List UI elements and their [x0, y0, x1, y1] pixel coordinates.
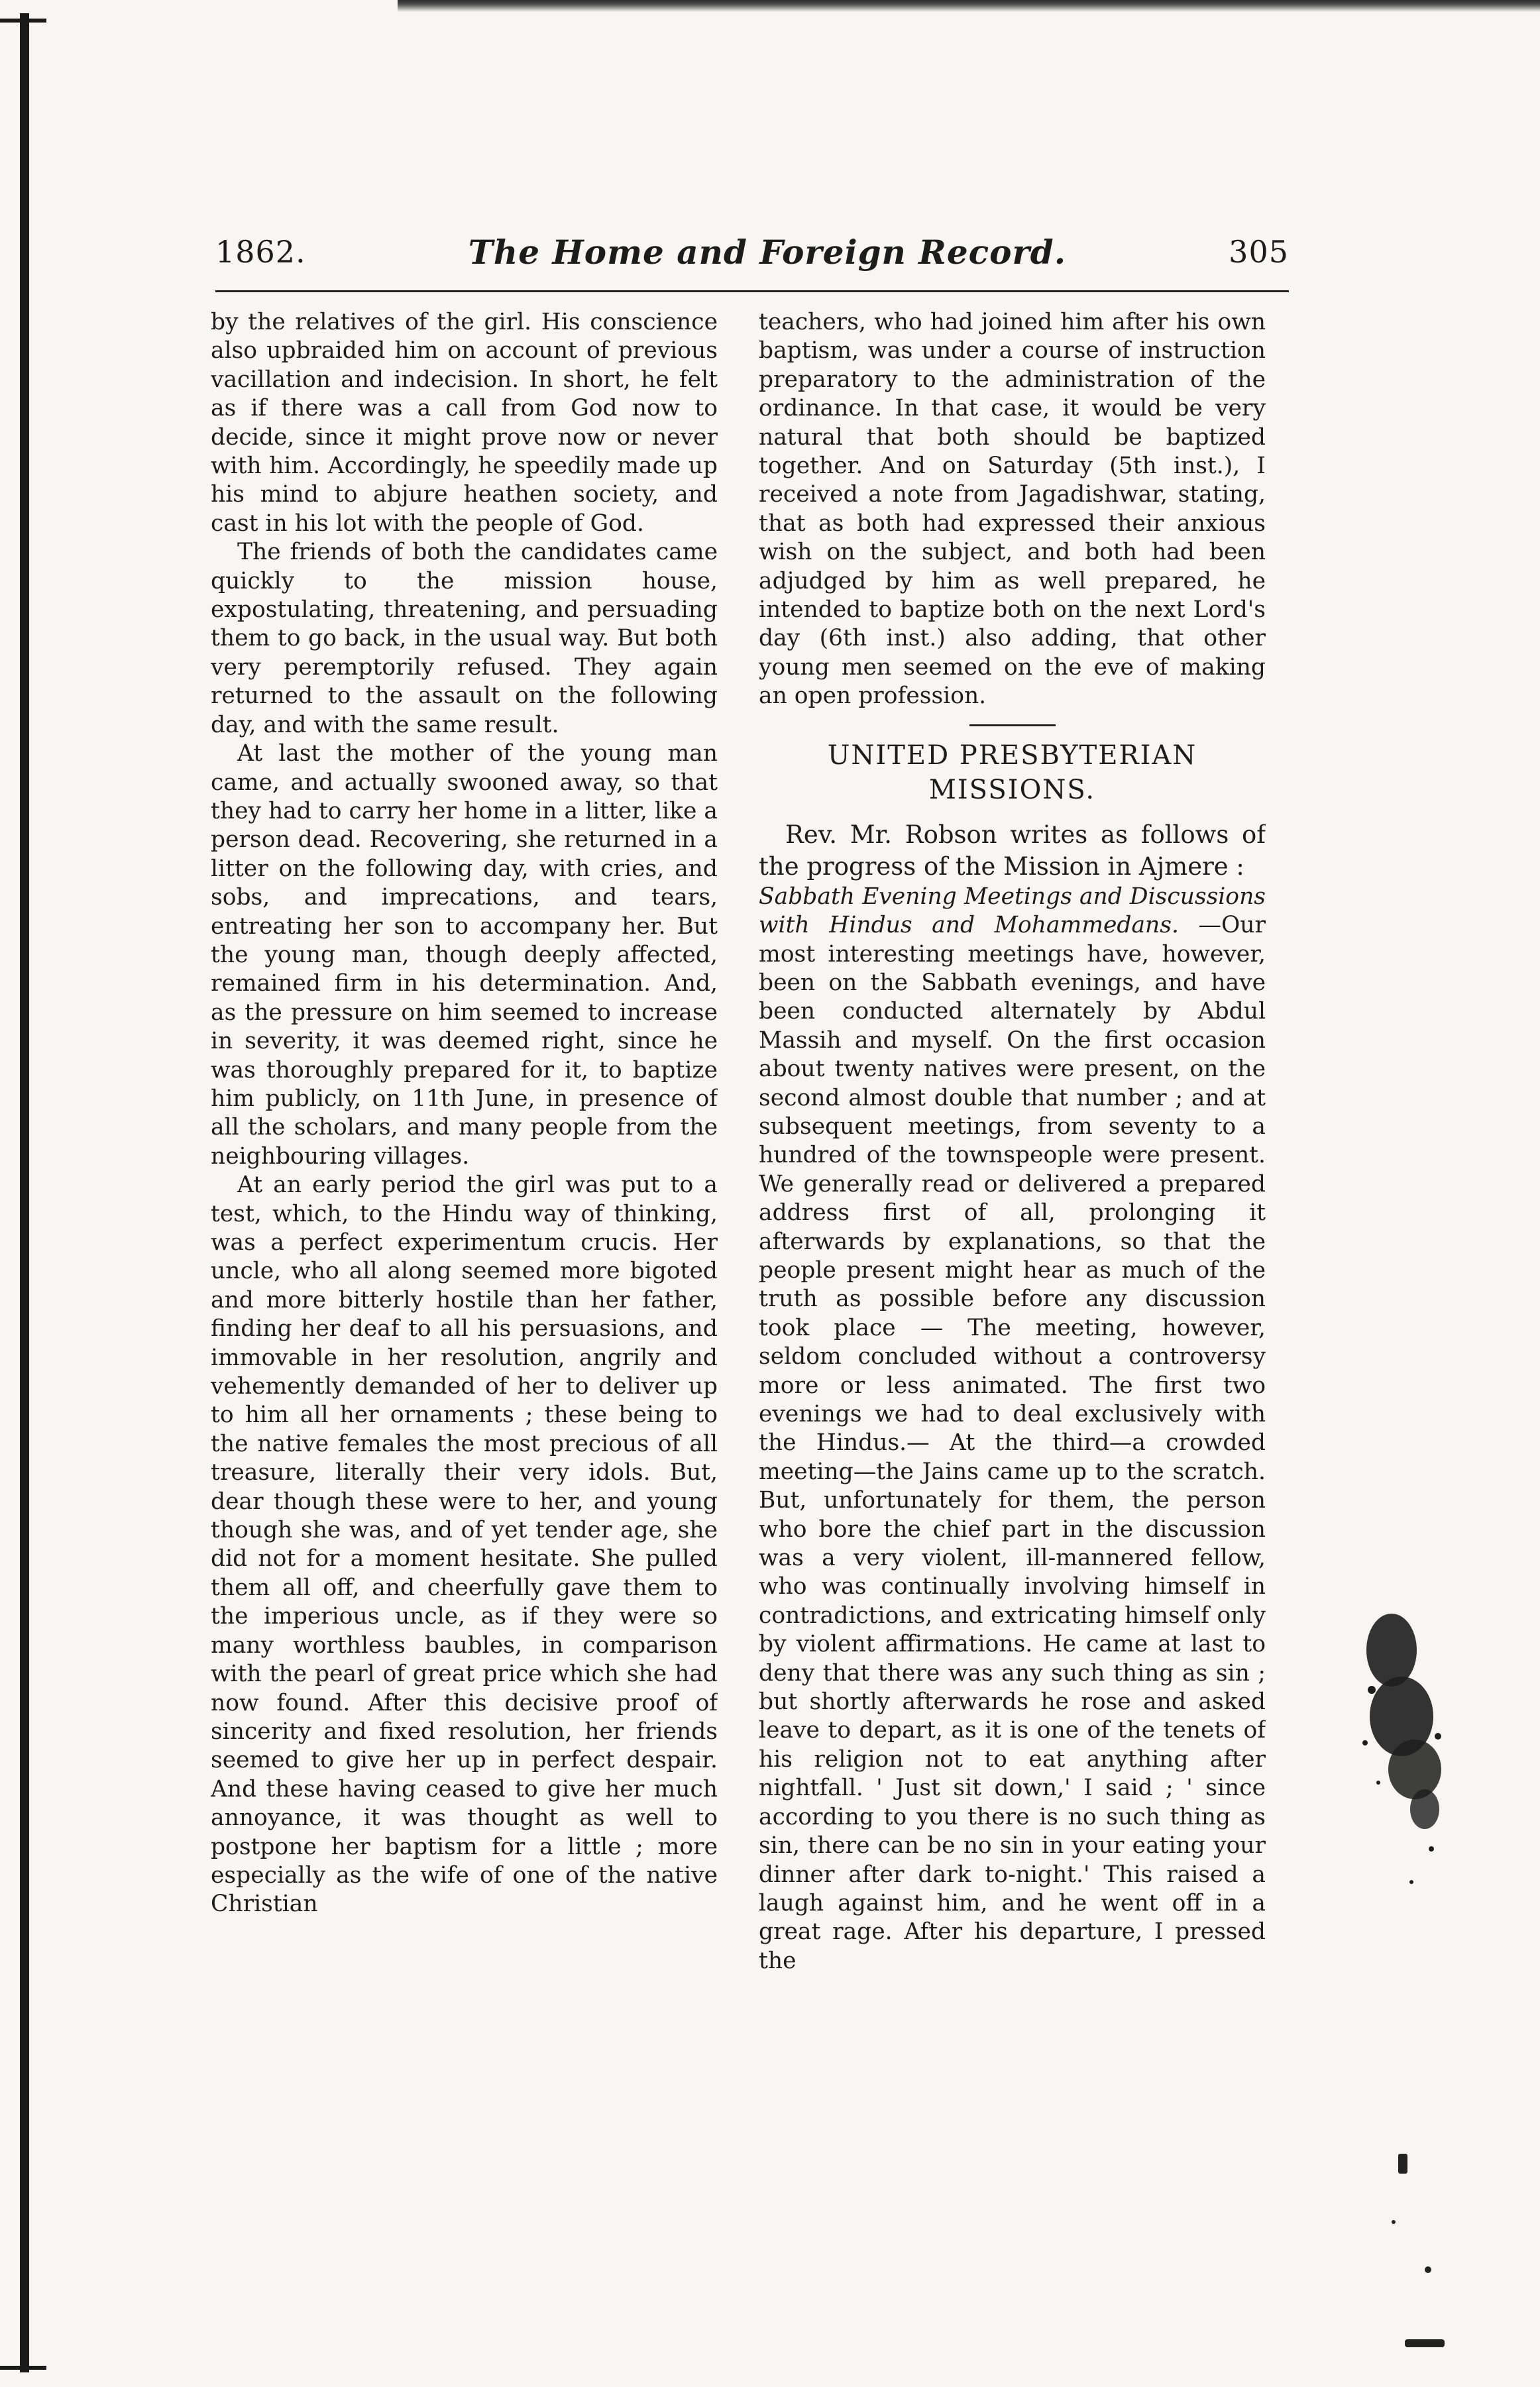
binding-tick-bottom: [0, 2366, 46, 2370]
section-body-text: —Our most interesting meetings have, however, been on the Sabbath evenings, and have been conducted alternately by Abdul Massih and myself. On the first occasion about twenty natives were present, on the second almost double that number ; and at subsequent meetings, from seventy to a hundred of the townspeople were present. We generally read or delivered a prepared address first of all, prolonging it afterwards by explanations, so that the people present might hear as much of the truth as possible before any discussion took place — The meeting, however, seldom concluded without a controversy more or less animated. The first two evenings we had to deal exclusively with the Hindus.— At the third—a crowded meeting—the Jains came up to the scratch. But, unfortunately for them, the person who bore the chief part in the discussion was a very violent, ill-mannered fellow, who was continually involving himself in contradictions, and extricating himself only by violent affirmations. He came at last to deny that there was any such thing as sin ; but shortly afterwards he rose and asked leave to depart, as it is one of the tenets of his religion not to eat anything after nightfall. ' Just sit down,' I said ; ' since according to you there is no such thing as sin, there can be no sin in your eating your dinner after dark to-night.' This raised a laugh against him, and he went off in a great rage. After his departure, I pressed the: [759, 912, 1266, 1974]
left-paragraph: by the relatives of the girl. His conscience also upbraided him on account of previous vacillation and indecision. In short, he felt as if there was a call from God now to decide, since it might prove now or never with him. Accordingly, he speedily made up his mind to abjure heathen society, and cast in his lot with the people of God.: [211, 309, 718, 537]
scan-edge-shadow: [398, 0, 1540, 12]
header-rule: [215, 290, 1289, 292]
right-column: [759, 308, 1266, 2362]
header-year: 1862.: [215, 234, 306, 270]
left-paragraph: At an early period the girl was put to a test, which, to the Hindu way of thinking, was a perfect experimentum crucis. Her uncle, who all along seemed more bigoted and more bitterly hostile than her father, finding her deaf to all his persuasions, and immovable in her resolution, angrily and vehemently demanded of her to deliver up to him all her ornaments ; these being to the native females the most precious of all treasure, literally their very idols. But, dear though these were to her, and young though she was, and of yet tender age, she did not for a moment hesitate. She pulled them all off, and cheerfully gave them to the imperious uncle, as if they were so many worthless baubles, in comparison with the pearl of great price which she had now found. After this decisive proof of sincerity and fixed resolution, her friends seemed to give her up in perfect despair. And these having ceased to give her much annoyance, it was thought as well to postpone her baptism for a little ; more especially as the wife of one of the native Christian: [211, 1172, 718, 1918]
scan-speck: [1392, 2220, 1396, 2224]
scan-ink-smudge: [1352, 1610, 1451, 1942]
section-subheading: Sabbath Evening Meetings and Discussions with Hindus and Mohammedans.: [759, 883, 1266, 939]
smudge-graphic: [1352, 1610, 1451, 1942]
section-body: [759, 883, 1266, 1975]
header-page-number: 305: [1229, 234, 1289, 270]
scan-speck: [1405, 2339, 1445, 2347]
binding-tick-top: [0, 19, 46, 23]
running-header: [215, 225, 1289, 278]
left-paragraph: The friends of both the candidates came quickly to the mission house, expostulating, threatening, and persuading them to go back, in the usual way. But both very peremptorily refused. They again returned to the assault on the following day, and with the same result.: [211, 539, 718, 738]
section-divider: [969, 724, 1056, 726]
section-heading: UNITED PRESBYTERIAN MISSIONS.: [827, 740, 1197, 805]
section-byline: Rev. Mr. Robson writes as follows of the progress of the Mission in Ajmere :: [759, 820, 1266, 881]
header-journal-title: The Home and Foreign Record.: [468, 232, 1067, 272]
right-intro-paragraph: teachers, who had joined him after his own baptism, was under a course of instruction preparatory to the administration of the ordinance. In that case, it would be very natural that both should be baptized together. And on Saturday (5th inst.), I received a note from Jagadishwar, stating, that as both had expressed their anxious wish on the subject, and both had been adjudged by him as well prepared, he intended to baptize both on the next Lord's day (6th inst.) also adding, that other young men seemed on the eve of making an open profession.: [759, 309, 1266, 710]
left-paragraph: At last the mother of the young man came, and actually swooned away, so that they had to carry her home in a litter, like a person dead. Recovering, she returned in a litter on the following day, with cries, and sobs, and imprecations, and tears, entreating her son to accompany her. But the young man, though deeply affected, remained firm in his determination. And, as the pressure on him seemed to increase in severity, it was deemed right, since he was thoroughly prepared for it, to baptize him publicly, on 11th June, in presence of all the scholars, and many people from the neighbouring villages.: [211, 740, 718, 1170]
binding-margin-line: [20, 13, 29, 2372]
scan-speck: [1425, 2266, 1431, 2273]
left-column: [211, 308, 718, 2362]
scan-speck: [1398, 2154, 1407, 2174]
